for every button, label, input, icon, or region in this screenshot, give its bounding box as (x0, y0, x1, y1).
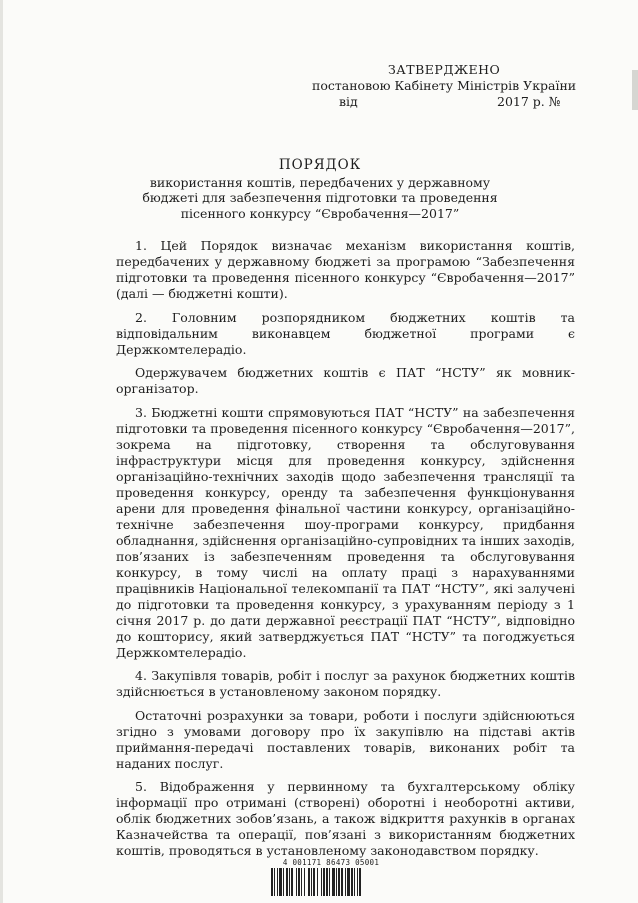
approval-authority: постановою Кабінету Міністрів України (312, 78, 577, 93)
barcode-bar (286, 868, 288, 896)
barcode-bar (338, 868, 340, 896)
document-subtitle-line: пісенного конкурсу “Євробачення—2017” (180, 205, 460, 221)
barcode-bar (277, 868, 278, 896)
barcode-bars-icon (270, 868, 392, 896)
paragraph-4-settlements: Остаточні розрахунки за товари, роботи і послуги здійснюються згідно з умовами договору про їх закупівлю на підставі актів приймання-передачі поставлених товарів, виконаних робіт та наданих послуг. (116, 707, 575, 771)
document-body (116, 238, 575, 867)
scan-edge (0, 0, 3, 903)
barcode-bar (329, 868, 330, 896)
barcode-bar (298, 868, 300, 896)
document-subtitle-line: використання коштів, передбачених у державному (149, 174, 491, 190)
barcode (270, 858, 392, 898)
barcode-bar (271, 868, 273, 896)
document-subtitle-line: бюджеті для забезпечення підготовки та проведення (142, 190, 498, 205)
paragraph-2-recipient: Одержувачем бюджетних коштів є ПАТ “НСТУ” як мовник-організатор. (116, 365, 575, 396)
barcode-bar (359, 868, 361, 896)
barcode-bar (283, 868, 284, 896)
barcode-bar (351, 868, 353, 896)
paragraph-3: 3. Бюджетні кошти спрямовуються ПАТ “НСТУ” на забезпечення підготовки та проведення пісенного конкурсу “Євробачення—2017”, зокрема на підготовку, створення та обслуговування інфраструктури місця для проведення конкурсу, здійснення організаційно-технічних заходів щодо забезпечення трансляції та проведення конкурсу, оренду та забезпечення функціонування арени для проведення фінальної частини конкурсу, організаційно-технічне забезпечення шоу-програми конкурсу, придбання обладнання, здійснення організаційно-супровідних та інших заходів, пов’язаних із забезпеченням проведення та обслуговування конкурсу, в тому числі на оплату праці з нарахуваннями працівників Національної телекомпанії та ПАТ “НСТУ”, які залучені до підготовки та проведення конкурсу, з урахуванням періоду з 1 січня 2017 р. до дати державної реєстрації ПАТ “НСТУ”, відповідно до кошторису, який затверджується ПАТ “НСТУ” та погоджується Держкомтелерадіо. (116, 404, 575, 660)
barcode-bar (279, 868, 282, 896)
barcode-bar (301, 868, 302, 896)
document-title-block (120, 158, 520, 221)
barcode-bar (357, 868, 358, 896)
paragraph-4: 4. Закупівля товарів, робіт і послуг за рахунок бюджетних коштів здійснюється в установленому законом порядку. (116, 668, 575, 699)
barcode-bar (304, 868, 305, 896)
approval-stamp (312, 62, 582, 110)
barcode-bar (321, 868, 322, 896)
paragraph-5: 5. Відображення у первинному та бухгалтерському обліку інформації про отримані (створені) оборотні і необоротні активи, облік бюджетних зобов’язань, а також відкриття рахунків в органах Казначейства та операції, пов’язані з використанням бюджетних коштів, проводяться в установленому законодавством порядку. (116, 779, 575, 858)
barcode-bar (311, 868, 312, 896)
paragraph-1: 1. Цей Порядок визначає механізм використання коштів, передбачених у державному бюджеті за програмою “Забезпечення підготовки та проведення пісенного конкурсу “Євробачення—2017” (далі — бюджетні кошти). (116, 238, 575, 301)
barcode-bar (296, 868, 297, 896)
barcode-bar (326, 868, 328, 896)
approval-from: від (339, 94, 358, 109)
barcode-bar (274, 868, 275, 896)
barcode-bar (336, 868, 337, 896)
paragraph-2: 2. Головним розпорядником бюджетних коштів та відповідальним виконавцем бюджетної програми є Держкомтелерадіо. (116, 309, 575, 357)
barcode-digits: 4 001171 86473 05001 (282, 858, 380, 867)
approval-date-line (312, 94, 582, 110)
barcode-bar (341, 868, 343, 896)
barcode-bar (332, 868, 335, 896)
scan-mark (632, 70, 638, 110)
barcode-bar (317, 868, 318, 896)
approval-year-number: 2017 р. № (497, 94, 561, 109)
barcode-bar (323, 868, 325, 896)
barcode-bar (291, 868, 293, 896)
barcode-bar (354, 868, 355, 896)
barcode-bar (347, 868, 350, 896)
barcode-bar (289, 868, 290, 896)
barcode-bar (308, 868, 310, 896)
barcode-bar (313, 868, 315, 896)
barcode-bar (345, 868, 346, 896)
document-title: ПОРЯДОК (278, 157, 362, 173)
approval-heading: ЗАТВЕРДЖЕНО (388, 62, 501, 77)
